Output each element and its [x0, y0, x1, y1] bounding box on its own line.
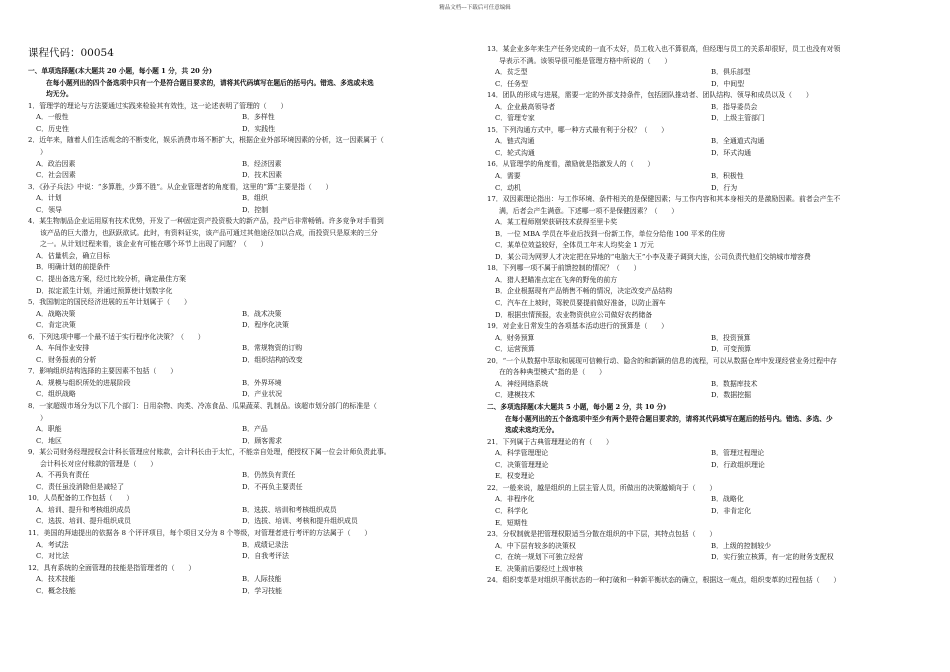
left-column	[28, 47, 448, 597]
question	[487, 529, 927, 575]
answer-option: D．实行独立核算，有一定的财务支配权	[711, 553, 834, 562]
answer-option: C．汽车在上坡时，驾驶员要提前做好准备，以防止溜车	[495, 299, 666, 308]
option-group	[487, 333, 927, 356]
answer-option: C．领导	[36, 205, 62, 214]
question-stem-line: 9．某公司财务经理授权会计科长管理应付账款，会计科长由于太忙，不能亲自处理，便授权下属一位会计师负责此事。	[28, 448, 391, 457]
answer-option: E．权变理论	[495, 472, 535, 481]
answer-option: B．一位 MBA 学员在毕业后找到一份新工作，单位分给他 100 平米的住房	[495, 229, 726, 238]
question-stem-line: 满，后者会产生满意。下述哪一项不是保健因素？（ ）	[499, 206, 679, 215]
answer-option: A．贫乏型	[495, 68, 528, 77]
option-group	[28, 540, 448, 563]
question-stem-line: 会计科长对应付账款的管理是（ ）	[40, 459, 158, 468]
answer-option: B．上级的控制较少	[711, 541, 772, 550]
right-question-list-2	[487, 437, 927, 587]
answer-option: C．财务报表的分析	[36, 355, 97, 364]
answer-option: D．程序化决策	[242, 321, 289, 330]
answer-option: B．指导委员会	[711, 102, 758, 111]
option-group	[28, 574, 448, 597]
question-stem-line: ）	[40, 413, 47, 422]
section-2-note-line-1: 在每小题列出的五个备选项中至少有两个是符合题目要求的，请将其代码填写在题后的括号内。错选、多选、少	[505, 414, 833, 423]
question	[28, 528, 448, 563]
answer-option: C．任务型	[495, 79, 528, 88]
right-column	[487, 44, 927, 587]
question	[28, 332, 448, 367]
question-stem-line: 10．人员配备的工作包括（ ）	[28, 494, 134, 503]
answer-option: D．学习技能	[242, 586, 282, 595]
answer-option: A．企业最高领导者	[495, 102, 556, 111]
question	[487, 44, 927, 90]
answer-option: D．控制	[242, 205, 269, 214]
question-stem-line: 8．一家超级市场分为以下几个部门：日用杂物、肉类、冷冻食品、瓜果蔬菜、乳制品。该超市划分部门的标准是（	[28, 402, 377, 410]
option-group	[28, 159, 448, 182]
answer-option: D．行为	[711, 183, 738, 192]
answer-option: D．顾客需求	[242, 436, 282, 445]
question	[28, 101, 448, 136]
answer-option: B．仍然负有责任	[242, 471, 296, 480]
question-stem-line: 15．下列沟通方式中，哪一种方式最有利于分权？（ ）	[487, 125, 669, 134]
question	[28, 401, 448, 447]
question-stem-line: 该产品的巨大潜力，也跃跃欲试。此时，有资料证实，该产品可通过其他途径加以合成，而投资只是原来的三分	[40, 228, 378, 237]
answer-option: A．链式沟通	[495, 137, 535, 146]
question	[487, 321, 927, 356]
answer-option: D．根据虫情预报，农业物资供应公司做好农药储备	[495, 310, 653, 319]
answer-option: C．概念技能	[36, 586, 76, 595]
answer-option: C．提出备选方案，经过比较分析，确定最佳方案	[36, 274, 186, 283]
question-stem-line: 21．下列属于古典管理理论的有（ ）	[487, 437, 613, 446]
question-stem-line: 3．《孙子兵法》中说：“多算胜，少算不胜”。从企业管理者的角度看，这里的“算”主要是指（ ）	[28, 182, 333, 191]
question-stem-line: 1．管理学的理论与方法要通过实践来检验其有效性，这一论述表明了管理的（ ）	[28, 101, 288, 110]
answer-option: D．选拔、培训、考核和提升组织成员	[242, 517, 358, 526]
question	[28, 135, 448, 181]
answer-option: A．一般性	[36, 113, 69, 122]
answer-option: C．管理专家	[495, 114, 535, 123]
answer-option: C．轮式沟通	[495, 148, 535, 157]
answer-option: C．运营预算	[495, 345, 535, 354]
question-stem-line: 14．团队的形成与进展，需要一定的外部支持条件，包括团队推动者、团队结构、领导和成员以及（ ）	[487, 91, 813, 100]
answer-option: C．社会因素	[36, 171, 76, 180]
answer-option: B．俱乐部型	[711, 68, 751, 77]
answer-option: A．车间作业安排	[36, 344, 90, 353]
answer-option: E．短期性	[495, 518, 528, 527]
option-group	[28, 470, 448, 493]
question-stem-line: 20．“一个从数据中萃取和展现可信赖行动、隐含的和新颖的信息的流程，可以从数据仓库中发现经营业务过程中存	[487, 356, 837, 365]
answer-option: C．科学化	[495, 507, 528, 516]
question	[28, 182, 448, 217]
answer-option: B．成绩记录法	[242, 540, 289, 549]
left-question-list	[28, 101, 448, 598]
option-group	[487, 275, 927, 321]
option-group	[487, 136, 927, 159]
answer-option: D．不再负主要责任	[242, 482, 303, 491]
answer-option: C．对比法	[36, 552, 69, 561]
answer-option: B．积极性	[711, 172, 744, 181]
question-stem-line: 2．近年来，随着人们生活观念的不断变化，娱乐消费市场不断扩大，根据企业外部环境因素的分析，这一因素属于（	[28, 136, 384, 145]
question	[28, 447, 448, 493]
answer-option: B．战术决策	[242, 309, 282, 318]
question	[487, 90, 927, 125]
question-stem-line: 11．美国的拜迪提出的依据各 8 个评评项目，每个项目又分为 8 个等级，对管理者进行考评的方法属于（ ）	[28, 529, 372, 538]
question-stem-line: 19．对企业日常发生的各项基本活动进行的预算是（ ）	[487, 322, 669, 331]
question-stem-line: 13．某企业多年来生产任务完成的一直不太好，员工收入也不算很高，但经理与员工的关系却很好，员工也没有对领	[487, 45, 841, 53]
question-stem-line: ）	[40, 147, 47, 156]
answer-option: A．科学管理理论	[495, 449, 549, 458]
answer-option: B．经济因素	[242, 159, 282, 168]
answer-option: A．猎人把瞄准点定在飞奔的野兔的前方	[495, 275, 618, 284]
option-group	[28, 424, 448, 447]
section-2-note-line-2: 选或未选均无分。	[505, 426, 559, 435]
question-stem-line: 4．某生物制品企业运用原有技术优势，开发了一种固定资产投资极大的新产品，投产后非常畅销。许多竞争对手看到	[28, 217, 384, 226]
answer-option: A．战略决策	[36, 309, 76, 318]
answer-option: D．某公司为网罗人才决定把在异地的“电脑大王”小李及妻子调到大连，公司负责代他们交纳城市增容费	[495, 252, 811, 261]
answer-option: B．数据库技术	[711, 379, 758, 388]
course-code-title: 课程代码：00054	[28, 47, 114, 59]
answer-option: A．估量机会，确立目标	[36, 251, 110, 260]
answer-option: D．环式沟通	[711, 148, 751, 157]
option-group	[487, 217, 927, 263]
answer-option: E．决策前后要经过上级审核	[495, 564, 583, 573]
answer-option: C．动机	[495, 183, 521, 192]
answer-option: C．决策管理理论	[495, 460, 549, 469]
answer-option: A．财务预算	[495, 333, 535, 342]
answer-option: A．培训、提升和考核组织成员	[36, 505, 131, 514]
question-stem-line: 7．影响组织结构选择的主要因素不包括（ ）	[28, 367, 178, 376]
answer-option: D．上级主管部门	[711, 114, 765, 123]
page-header: 精品文档---下载后可任意编辑	[439, 5, 511, 11]
question	[487, 575, 927, 587]
question	[487, 125, 927, 160]
question-stem-line: 之一。从计划过程来看，该企业有可能在哪个环节上出现了问题？（ ）	[40, 240, 268, 249]
answer-option: A．某工程师刚荣获研技术获得至里卡奖	[495, 218, 618, 227]
answer-option: D．实践性	[242, 124, 276, 133]
answer-option: A．需要	[495, 172, 521, 181]
section-1-title: 一、单项选择题(本大题共 20 小题，每小题 1 分，共 20 分)	[28, 67, 212, 75]
question-stem-line: 24．组织变革是对组织平衡状态的一种打破和一种新平衡状态的确立，根据这一观点，组织变革的过程包括（ ）	[487, 576, 841, 585]
option-group	[28, 343, 448, 366]
option-group	[487, 541, 927, 576]
option-group	[28, 251, 448, 297]
answer-option: D．技术因素	[242, 171, 282, 180]
option-group	[487, 102, 927, 125]
answer-option: D．产业状况	[242, 390, 282, 399]
answer-option: A．政治因素	[36, 159, 76, 168]
question	[28, 493, 448, 528]
answer-option: B．战略化	[711, 495, 744, 504]
question	[487, 263, 927, 321]
question-stem-line: 6．下列选项中哪一个最不适于实行程序化决策？（ ）	[28, 332, 205, 341]
answer-option: A．中下层有较多的决策权	[495, 541, 576, 550]
question-stem-line: 16．从管理学的角度看，激励就是指激发人的（ ）	[487, 160, 655, 169]
answer-option: C．某单位效益较好，全体员工年末人均奖金 1 万元	[495, 241, 654, 250]
option-group	[487, 448, 927, 483]
answer-option: D．行政组织理论	[711, 460, 765, 469]
question-stem-line: 5．我国制定的国民经济进展的五年计划属于（ ）	[28, 298, 191, 307]
answer-option: B．选拔、培训和考核组织成员	[242, 505, 337, 514]
option-group	[28, 378, 448, 401]
answer-option: B．管理过程理论	[711, 449, 765, 458]
answer-option: D．中间型	[711, 79, 745, 88]
option-group	[28, 193, 448, 216]
section-2-title: 二、多项选择题(本大题共 5 小题，每小题 2 分，共 10 分)	[487, 402, 667, 411]
answer-option: C．组织战略	[36, 390, 76, 399]
question-stem-line: 23．分权制就是把管理权限适当分散在组织的中下层，其特点包括（ ）	[487, 530, 717, 539]
question-stem-line: 12．具有系统的全面管理的技能是指管理者的（ ）	[28, 563, 196, 572]
question	[487, 194, 927, 263]
question	[28, 216, 448, 297]
section-1-note-line-1: 在每小题列出的四个备选项中只有一个是符合题目要求的，请将其代码填写在题后的括号内。错选、多选或未选	[46, 78, 374, 87]
answer-option: C．在统一规划下可独立经营	[495, 553, 583, 562]
question-stem-line: 22．一般来说，越是组织的上层主管人员，所做出的决策越倾向于（ ）	[487, 483, 717, 492]
answer-option: B．投资预算	[711, 333, 751, 342]
question	[28, 297, 448, 332]
answer-option: C．选拔、培训、提升组织成员	[36, 517, 131, 526]
option-group	[487, 379, 927, 402]
answer-option: B．外界环境	[242, 378, 282, 387]
answer-option: A．神经网络系统	[495, 379, 549, 388]
answer-option: A．职能	[36, 425, 62, 434]
answer-option: B．产品	[242, 425, 268, 434]
option-group	[28, 309, 448, 332]
question-stem-line: 导表示不满。该领导很可能是管理方格中所说的（ ）	[499, 56, 672, 65]
question	[487, 356, 927, 402]
answer-option: D．组织结构的改变	[242, 355, 303, 364]
answer-option: D．可变预算	[711, 345, 751, 354]
question	[487, 483, 927, 529]
question	[487, 437, 927, 483]
question	[487, 159, 927, 194]
answer-option: B．企业根据现有产品销售不畅的情况，决定改变产品结构	[495, 287, 673, 296]
answer-option: A．非程序化	[495, 495, 535, 504]
answer-option: A．不再负有责任	[36, 471, 90, 480]
answer-option: B．全通道式沟通	[711, 137, 765, 146]
answer-option: C．地区	[36, 436, 62, 445]
answer-option: D．非肯定化	[711, 507, 751, 516]
answer-option: A．考试法	[36, 540, 69, 549]
option-group	[28, 112, 448, 135]
option-group	[487, 67, 927, 90]
answer-option: D．拟定派生计划，并通过预算使计划数字化	[36, 286, 173, 295]
answer-option: A．计划	[36, 194, 62, 203]
option-group	[28, 505, 448, 528]
question	[28, 366, 448, 401]
answer-option: B．明确计划的前提条件	[36, 263, 110, 272]
answer-option: C．肯定决策	[36, 321, 76, 330]
option-group	[487, 494, 927, 529]
section-1-note-line-2: 均无分。	[46, 90, 73, 99]
question	[28, 563, 448, 598]
answer-option: C．建模技术	[495, 391, 535, 400]
answer-option: D．自我考评法	[242, 552, 289, 561]
answer-option: B．常规物资的订购	[242, 344, 303, 353]
answer-option: B．组织	[242, 194, 268, 203]
answer-option: B．多样性	[242, 113, 275, 122]
answer-option: D．数据挖掘	[711, 391, 751, 400]
answer-option: C．责任虽没消除但是减轻了	[36, 482, 124, 491]
option-group	[487, 171, 927, 194]
answer-option: B．人际技能	[242, 575, 282, 584]
answer-option: A．规模与组织所处的进展阶段	[36, 378, 131, 387]
answer-option: A．技术技能	[36, 575, 76, 584]
question-stem-line: 18．下列哪一项不属于前馈控制的情况？（ ）	[487, 264, 641, 273]
question-stem-line: 17．双因素理论指出：与工作环境、条件相关的是保健因素；与工作内容和其本身相关的是激励因素。前者会产生不	[487, 195, 841, 204]
answer-option: C．历史性	[36, 124, 69, 133]
right-question-list	[487, 44, 927, 402]
question-stem-line: 在的各种典型模式”指的是（ ）	[499, 368, 606, 377]
